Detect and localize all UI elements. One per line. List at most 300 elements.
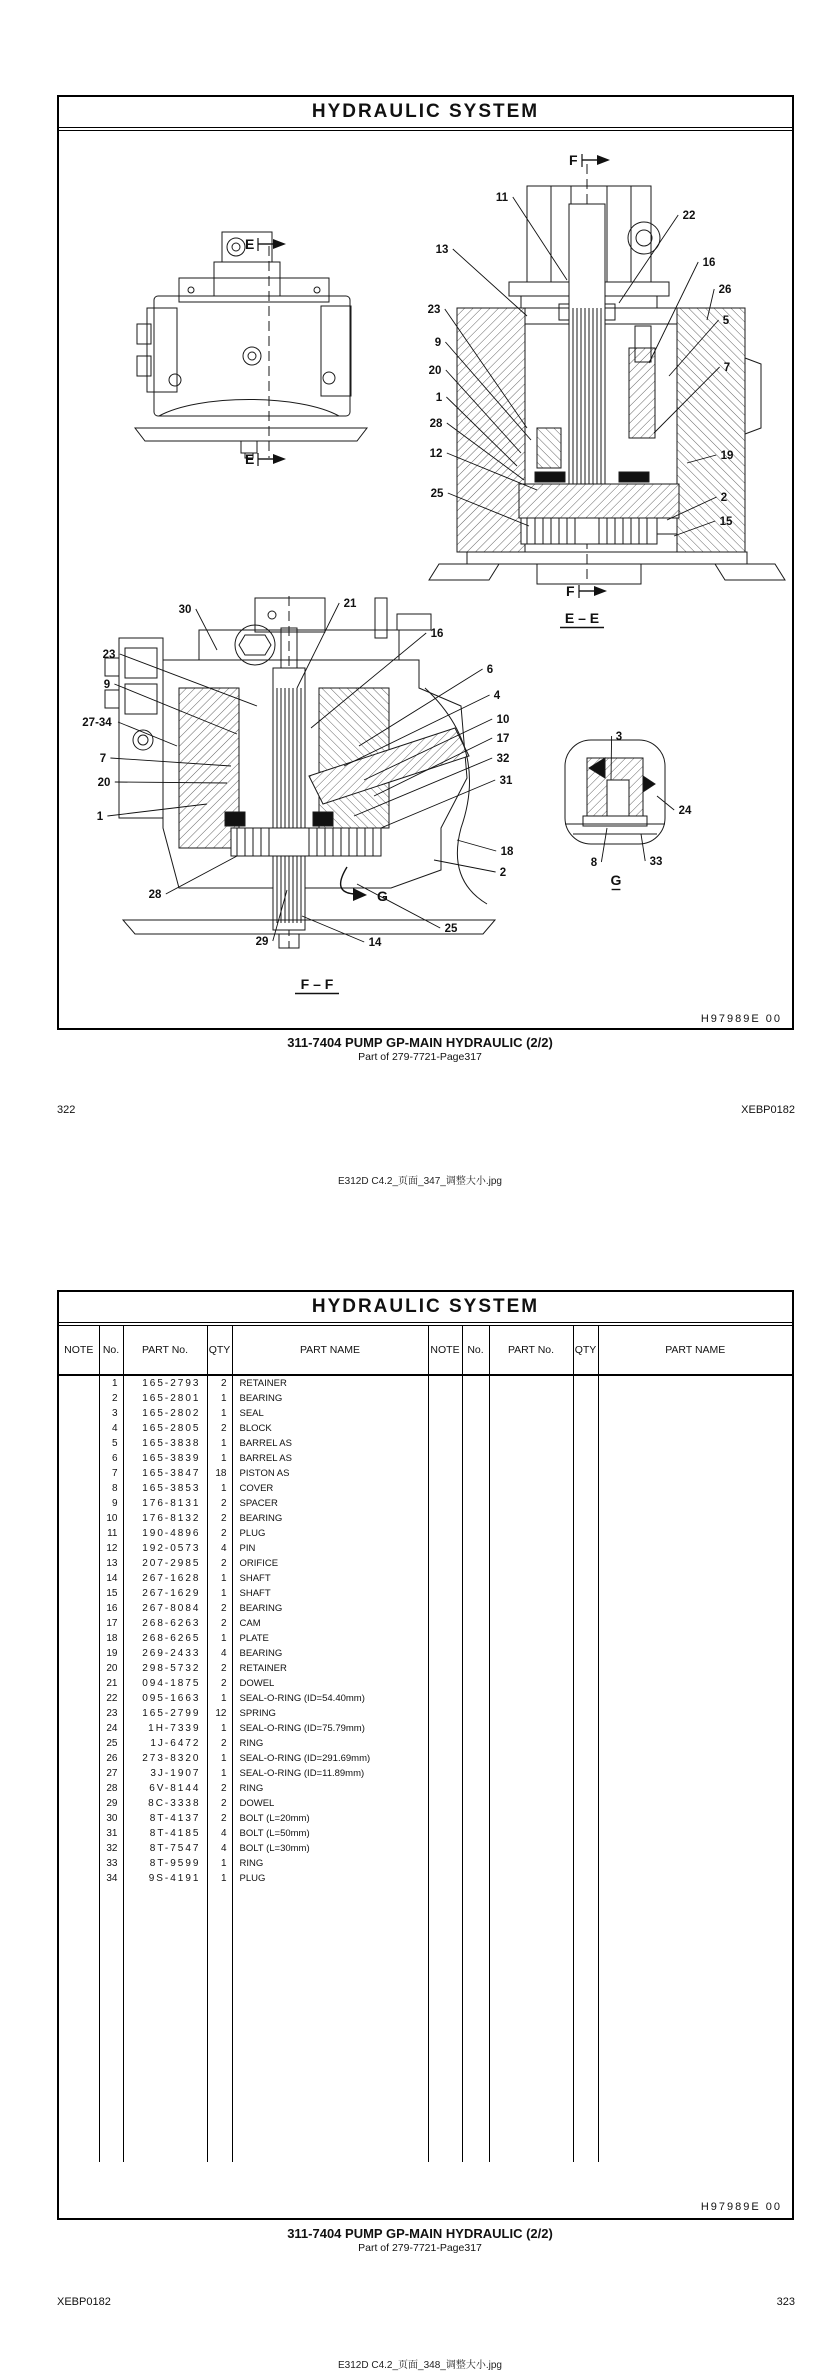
page-number: 322 bbox=[57, 1104, 76, 1116]
callout-leader bbox=[434, 860, 496, 872]
cell-note-2 bbox=[428, 1375, 462, 1391]
cell-note bbox=[59, 1586, 99, 1601]
side-view bbox=[135, 232, 367, 458]
cell-part-name-2 bbox=[598, 1841, 792, 1856]
cell-part-name-2 bbox=[598, 1616, 792, 1631]
cell-note bbox=[59, 1856, 99, 1871]
cell-part-name: BARREL AS bbox=[232, 1451, 428, 1466]
cell-note bbox=[59, 1451, 99, 1466]
cell-part-name: PLATE bbox=[232, 1631, 428, 1646]
cell-part-name-2 bbox=[598, 1436, 792, 1451]
cell-part-name: COVER bbox=[232, 1481, 428, 1496]
cell-note bbox=[59, 1841, 99, 1856]
cell-part-name-2 bbox=[598, 1526, 792, 1541]
col-note-2: NOTE bbox=[428, 1326, 462, 1375]
cell-part-name: BEARING bbox=[232, 1646, 428, 1661]
callout-11: 11 bbox=[495, 192, 509, 204]
callout-14: 14 bbox=[368, 937, 382, 949]
cell-part-name: BEARING bbox=[232, 1391, 428, 1406]
cell-part-name: SPACER bbox=[232, 1496, 428, 1511]
cell-part-name-2 bbox=[598, 1541, 792, 1556]
cell-part-name-2 bbox=[598, 1466, 792, 1481]
cell-part-no: 267-1628 bbox=[123, 1571, 207, 1586]
callout-2: 2 bbox=[720, 492, 728, 504]
cell-part-no-2 bbox=[489, 1451, 573, 1466]
cell-part-no-2 bbox=[489, 1721, 573, 1736]
cell-no-2 bbox=[462, 1375, 489, 1391]
cell-no: 30 bbox=[99, 1811, 123, 1826]
cell-part-name: BEARING bbox=[232, 1601, 428, 1616]
side-arrow-e-top-arrowhead bbox=[273, 239, 286, 249]
cell-note-2 bbox=[428, 1706, 462, 1721]
cell-qty-2 bbox=[573, 1706, 598, 1721]
cell-part-name-2 bbox=[598, 1391, 792, 1406]
cell-part-name-2 bbox=[598, 1676, 792, 1691]
cell-qty: 4 bbox=[207, 1541, 232, 1556]
cell-note bbox=[59, 1406, 99, 1421]
cell-note-2 bbox=[428, 1601, 462, 1616]
callout-15: 15 bbox=[719, 516, 733, 528]
cell-no-2 bbox=[462, 1691, 489, 1706]
table-row bbox=[59, 1751, 792, 1766]
table-row bbox=[59, 1766, 792, 1781]
cell-note-2 bbox=[428, 1391, 462, 1406]
callout-leader bbox=[381, 780, 495, 828]
cell-note bbox=[59, 1541, 99, 1556]
cell-part-no-2 bbox=[489, 1601, 573, 1616]
cell-note bbox=[59, 1676, 99, 1691]
callout-25: 25 bbox=[444, 923, 458, 935]
cell-part-name: SEAL-O-RING (ID=75.79mm) bbox=[232, 1721, 428, 1736]
table-row bbox=[59, 1421, 792, 1436]
sheet-title-bar bbox=[59, 97, 792, 131]
cell-no: 19 bbox=[99, 1646, 123, 1661]
cell-part-name: PLUG bbox=[232, 1871, 428, 1886]
callout-leader bbox=[601, 828, 607, 862]
cell-no: 20 bbox=[99, 1661, 123, 1676]
cell-qty: 2 bbox=[207, 1421, 232, 1436]
page-title: HYDRAULIC SYSTEM bbox=[311, 1296, 540, 1317]
caption-subtitle: Part of 279-7721-Page317 bbox=[358, 1051, 482, 1063]
cell-no-2 bbox=[462, 1436, 489, 1451]
cell-part-name: PLUG bbox=[232, 1526, 428, 1541]
table-row bbox=[59, 1781, 792, 1796]
col-part-name: PART NAME bbox=[232, 1326, 428, 1375]
cell-note bbox=[59, 1571, 99, 1586]
cell-note bbox=[59, 1616, 99, 1631]
cell-note bbox=[59, 1631, 99, 1646]
cell-part-name: SHAFT bbox=[232, 1586, 428, 1601]
cell-part-name-2 bbox=[598, 1766, 792, 1781]
cell-qty-2 bbox=[573, 1496, 598, 1511]
cell-no: 14 bbox=[99, 1571, 123, 1586]
cell-part-name-2 bbox=[598, 1781, 792, 1796]
table-header-row bbox=[59, 1326, 792, 1375]
cell-note-2 bbox=[428, 1541, 462, 1556]
cell-note bbox=[59, 1526, 99, 1541]
cell-qty: 2 bbox=[207, 1496, 232, 1511]
cell-part-name-2 bbox=[598, 1721, 792, 1736]
cell-no: 10 bbox=[99, 1511, 123, 1526]
cell-part-no: 8T-4185 bbox=[123, 1826, 207, 1841]
cell-note bbox=[59, 1691, 99, 1706]
col-qty: QTY bbox=[207, 1326, 232, 1375]
cell-part-no: 165-2793 bbox=[123, 1375, 207, 1391]
cell-part-name: BLOCK bbox=[232, 1421, 428, 1436]
callout-17: 17 bbox=[496, 733, 510, 745]
cell-no-2 bbox=[462, 1721, 489, 1736]
cell-note-2 bbox=[428, 1451, 462, 1466]
cell-no: 27 bbox=[99, 1766, 123, 1781]
cell-part-no: 9S-4191 bbox=[123, 1871, 207, 1886]
cell-part-name-2 bbox=[598, 1406, 792, 1421]
cell-qty: 4 bbox=[207, 1841, 232, 1856]
table-row bbox=[59, 1676, 792, 1691]
cell-part-no-2 bbox=[489, 1676, 573, 1691]
cell-no: 13 bbox=[99, 1556, 123, 1571]
cell-no: 5 bbox=[99, 1436, 123, 1451]
cell-part-name: RING bbox=[232, 1856, 428, 1871]
cell-qty-2 bbox=[573, 1841, 598, 1856]
cell-note-2 bbox=[428, 1721, 462, 1736]
col-part-no: PART No. bbox=[123, 1326, 207, 1375]
doc-ref: XEBP0182 bbox=[741, 1104, 795, 1116]
cell-no-2 bbox=[462, 1586, 489, 1601]
cell-no: 33 bbox=[99, 1856, 123, 1871]
scan-filename: E312D C4.2_页面_348_调整大小.jpg bbox=[338, 2360, 502, 2371]
callout-2: 2 bbox=[499, 867, 507, 879]
cell-part-name: SEAL-O-RING (ID=291.69mm) bbox=[232, 1751, 428, 1766]
cell-part-name: BOLT (L=20mm) bbox=[232, 1811, 428, 1826]
cell-part-name: RETAINER bbox=[232, 1375, 428, 1391]
doc-ref: XEBP0182 bbox=[57, 2296, 111, 2308]
cell-part-name-2 bbox=[598, 1481, 792, 1496]
cell-part-name-2 bbox=[598, 1856, 792, 1871]
cell-qty-2 bbox=[573, 1541, 598, 1556]
cell-part-name-2 bbox=[598, 1796, 792, 1811]
table-row bbox=[59, 1631, 792, 1646]
cell-qty-2 bbox=[573, 1661, 598, 1676]
cell-part-no: 165-3853 bbox=[123, 1481, 207, 1496]
cell-part-name: BOLT (L=50mm) bbox=[232, 1826, 428, 1841]
cell-part-name-2 bbox=[598, 1631, 792, 1646]
cell-note-2 bbox=[428, 1646, 462, 1661]
callout-9: 9 bbox=[434, 337, 442, 349]
cell-no-2 bbox=[462, 1511, 489, 1526]
callout-leader bbox=[457, 840, 496, 851]
cell-qty: 1 bbox=[207, 1481, 232, 1496]
cell-part-name-2 bbox=[598, 1375, 792, 1391]
cell-part-no: 207-2985 bbox=[123, 1556, 207, 1571]
cell-note-2 bbox=[428, 1751, 462, 1766]
callout-4: 4 bbox=[493, 690, 501, 702]
cell-part-no: 268-6265 bbox=[123, 1631, 207, 1646]
cell-qty-2 bbox=[573, 1721, 598, 1736]
callout-7: 7 bbox=[723, 362, 731, 374]
cell-note-2 bbox=[428, 1616, 462, 1631]
callout-19: 19 bbox=[720, 450, 734, 462]
cell-part-name-2 bbox=[598, 1826, 792, 1841]
cell-part-no-2 bbox=[489, 1826, 573, 1841]
cell-part-no: 176-8132 bbox=[123, 1511, 207, 1526]
cell-no: 32 bbox=[99, 1841, 123, 1856]
cell-no: 17 bbox=[99, 1616, 123, 1631]
cell-no: 25 bbox=[99, 1736, 123, 1751]
cell-note bbox=[59, 1706, 99, 1721]
section-arrow-f-bottom: F bbox=[566, 583, 575, 599]
cell-no: 2 bbox=[99, 1391, 123, 1406]
cell-part-name: BEARING bbox=[232, 1511, 428, 1526]
cell-no-2 bbox=[462, 1406, 489, 1421]
table-row bbox=[59, 1526, 792, 1541]
cell-part-name: CAM bbox=[232, 1616, 428, 1631]
callout-7: 7 bbox=[99, 753, 107, 765]
cell-part-no: 192-0573 bbox=[123, 1541, 207, 1556]
cell-qty: 2 bbox=[207, 1736, 232, 1751]
callout-30: 30 bbox=[178, 604, 192, 616]
cell-part-no: 268-6263 bbox=[123, 1616, 207, 1631]
cell-no-2 bbox=[462, 1526, 489, 1541]
cell-note-2 bbox=[428, 1781, 462, 1796]
cell-qty-2 bbox=[573, 1856, 598, 1871]
cell-qty: 1 bbox=[207, 1391, 232, 1406]
table-row bbox=[59, 1661, 792, 1676]
cell-qty-2 bbox=[573, 1751, 598, 1766]
cell-part-name-2 bbox=[598, 1691, 792, 1706]
cell-no-2 bbox=[462, 1556, 489, 1571]
cell-no-2 bbox=[462, 1811, 489, 1826]
cell-qty-2 bbox=[573, 1375, 598, 1391]
callout-33: 33 bbox=[649, 856, 663, 868]
cell-no-2 bbox=[462, 1766, 489, 1781]
cell-qty-2 bbox=[573, 1526, 598, 1541]
cell-note bbox=[59, 1466, 99, 1481]
cell-part-name-2 bbox=[598, 1706, 792, 1721]
callout-29: 29 bbox=[255, 936, 269, 948]
cell-note bbox=[59, 1781, 99, 1796]
cell-note-2 bbox=[428, 1841, 462, 1856]
cell-part-no-2 bbox=[489, 1811, 573, 1826]
cell-part-no: 269-2433 bbox=[123, 1646, 207, 1661]
callout-20: 20 bbox=[428, 365, 442, 377]
cell-note-2 bbox=[428, 1586, 462, 1601]
cell-part-no-2 bbox=[489, 1586, 573, 1601]
cell-no: 23 bbox=[99, 1706, 123, 1721]
cell-qty-2 bbox=[573, 1691, 598, 1706]
cell-qty: 2 bbox=[207, 1796, 232, 1811]
cell-qty: 2 bbox=[207, 1375, 232, 1391]
cell-part-no-2 bbox=[489, 1616, 573, 1631]
cell-no: 26 bbox=[99, 1751, 123, 1766]
cell-qty: 4 bbox=[207, 1646, 232, 1661]
cell-part-name: SEAL-O-RING (ID=54.40mm) bbox=[232, 1691, 428, 1706]
table-filler-row bbox=[59, 1886, 792, 2162]
cell-part-no: 273-8320 bbox=[123, 1751, 207, 1766]
cell-no-2 bbox=[462, 1421, 489, 1436]
cell-no-2 bbox=[462, 1616, 489, 1631]
parts-table bbox=[59, 1326, 792, 2162]
cell-note-2 bbox=[428, 1796, 462, 1811]
cell-qty: 1 bbox=[207, 1586, 232, 1601]
callout-leader bbox=[297, 603, 339, 688]
cell-qty: 1 bbox=[207, 1766, 232, 1781]
cell-part-no: 094-1875 bbox=[123, 1676, 207, 1691]
cell-qty: 1 bbox=[207, 1631, 232, 1646]
cell-qty: 2 bbox=[207, 1661, 232, 1676]
cell-part-no-2 bbox=[489, 1481, 573, 1496]
cell-no: 11 bbox=[99, 1526, 123, 1541]
callout-leader bbox=[611, 736, 612, 780]
cell-no: 15 bbox=[99, 1586, 123, 1601]
cell-no: 21 bbox=[99, 1676, 123, 1691]
callout-32: 32 bbox=[496, 753, 510, 765]
col-note: NOTE bbox=[59, 1326, 99, 1375]
table-row bbox=[59, 1556, 792, 1571]
cell-part-no: 267-1629 bbox=[123, 1586, 207, 1601]
cell-part-no-2 bbox=[489, 1406, 573, 1421]
table-row bbox=[59, 1496, 792, 1511]
cell-note-2 bbox=[428, 1676, 462, 1691]
cell-part-name-2 bbox=[598, 1601, 792, 1616]
cell-note-2 bbox=[428, 1511, 462, 1526]
cell-part-name: DOWEL bbox=[232, 1796, 428, 1811]
cell-qty: 1 bbox=[207, 1751, 232, 1766]
cell-qty: 2 bbox=[207, 1511, 232, 1526]
cell-part-no-2 bbox=[489, 1856, 573, 1871]
cell-qty: 2 bbox=[207, 1676, 232, 1691]
side-arrow-e-top: E bbox=[245, 236, 255, 252]
cell-no: 9 bbox=[99, 1496, 123, 1511]
cell-part-no-2 bbox=[489, 1706, 573, 1721]
cell-part-no-2 bbox=[489, 1766, 573, 1781]
cell-part-no-2 bbox=[489, 1571, 573, 1586]
cell-no-2 bbox=[462, 1451, 489, 1466]
col-qty-2: QTY bbox=[573, 1326, 598, 1375]
cell-no-2 bbox=[462, 1601, 489, 1616]
cell-qty-2 bbox=[573, 1511, 598, 1526]
cell-part-no-2 bbox=[489, 1796, 573, 1811]
table-row bbox=[59, 1391, 792, 1406]
table-row bbox=[59, 1481, 792, 1496]
cell-no-2 bbox=[462, 1466, 489, 1481]
cell-qty: 1 bbox=[207, 1856, 232, 1871]
cell-part-no: 165-3838 bbox=[123, 1436, 207, 1451]
table-row bbox=[59, 1541, 792, 1556]
cell-note bbox=[59, 1421, 99, 1436]
cell-qty-2 bbox=[573, 1766, 598, 1781]
cell-qty: 1 bbox=[207, 1406, 232, 1421]
cell-part-no-2 bbox=[489, 1436, 573, 1451]
side-arrow-e-bottom: E bbox=[245, 451, 255, 467]
cell-part-no: 165-2802 bbox=[123, 1406, 207, 1421]
cell-note bbox=[59, 1391, 99, 1406]
cell-no-2 bbox=[462, 1781, 489, 1796]
cell-qty-2 bbox=[573, 1631, 598, 1646]
drawing-sheet bbox=[57, 95, 794, 1030]
cell-note-2 bbox=[428, 1766, 462, 1781]
cell-note bbox=[59, 1796, 99, 1811]
cell-part-name: SEAL-O-RING (ID=11.89mm) bbox=[232, 1766, 428, 1781]
cell-note-2 bbox=[428, 1661, 462, 1676]
cell-part-no: 176-8131 bbox=[123, 1496, 207, 1511]
cell-note bbox=[59, 1511, 99, 1526]
cell-no-2 bbox=[462, 1841, 489, 1856]
callout-9: 9 bbox=[103, 679, 111, 691]
cell-qty: 1 bbox=[207, 1451, 232, 1466]
detail-arrow-g: G bbox=[377, 888, 388, 904]
cell-part-no: 6V-8144 bbox=[123, 1781, 207, 1796]
cell-note-2 bbox=[428, 1496, 462, 1511]
cell-note-2 bbox=[428, 1871, 462, 1886]
table-row bbox=[59, 1406, 792, 1421]
table-row bbox=[59, 1841, 792, 1856]
cell-part-no-2 bbox=[489, 1466, 573, 1481]
cell-no-2 bbox=[462, 1481, 489, 1496]
table-row bbox=[59, 1436, 792, 1451]
table-row bbox=[59, 1721, 792, 1736]
table-row bbox=[59, 1796, 792, 1811]
cell-qty-2 bbox=[573, 1616, 598, 1631]
callout-12: 12 bbox=[429, 448, 443, 460]
cell-note-2 bbox=[428, 1481, 462, 1496]
cell-part-no: 8T-7547 bbox=[123, 1841, 207, 1856]
cell-note-2 bbox=[428, 1826, 462, 1841]
callout-31: 31 bbox=[499, 775, 513, 787]
cell-qty: 1 bbox=[207, 1436, 232, 1451]
sheet-title-bar bbox=[59, 1292, 792, 1326]
cell-qty-2 bbox=[573, 1736, 598, 1751]
sheet-footer bbox=[59, 2162, 792, 2218]
cell-part-no-2 bbox=[489, 1841, 573, 1856]
cell-qty-2 bbox=[573, 1586, 598, 1601]
callout-13: 13 bbox=[435, 244, 449, 256]
callout-leader bbox=[357, 884, 440, 928]
cell-qty: 2 bbox=[207, 1556, 232, 1571]
cell-part-no-2 bbox=[489, 1661, 573, 1676]
scan-filename: E312D C4.2_页面_347_调整大小.jpg bbox=[338, 1176, 502, 1187]
cell-qty: 1 bbox=[207, 1691, 232, 1706]
cell-qty: 2 bbox=[207, 1526, 232, 1541]
cell-no: 3 bbox=[99, 1406, 123, 1421]
cell-part-name: SPRING bbox=[232, 1706, 428, 1721]
cell-note bbox=[59, 1751, 99, 1766]
cell-no-2 bbox=[462, 1661, 489, 1676]
cell-qty: 2 bbox=[207, 1601, 232, 1616]
cell-qty: 12 bbox=[207, 1706, 232, 1721]
cell-no-2 bbox=[462, 1646, 489, 1661]
cell-part-name: PISTON AS bbox=[232, 1466, 428, 1481]
table-row bbox=[59, 1616, 792, 1631]
cell-qty: 2 bbox=[207, 1781, 232, 1796]
cell-part-name-2 bbox=[598, 1646, 792, 1661]
cell-part-no: 8C-3338 bbox=[123, 1796, 207, 1811]
cell-part-no-2 bbox=[489, 1511, 573, 1526]
cell-note bbox=[59, 1436, 99, 1451]
cell-qty: 2 bbox=[207, 1811, 232, 1826]
cell-no-2 bbox=[462, 1496, 489, 1511]
cell-no: 22 bbox=[99, 1691, 123, 1706]
cell-qty: 1 bbox=[207, 1571, 232, 1586]
cell-part-no-2 bbox=[489, 1375, 573, 1391]
cell-part-no-2 bbox=[489, 1541, 573, 1556]
callout-3: 3 bbox=[615, 731, 623, 743]
table-row bbox=[59, 1586, 792, 1601]
cell-note bbox=[59, 1556, 99, 1571]
cell-qty-2 bbox=[573, 1826, 598, 1841]
cell-no: 12 bbox=[99, 1541, 123, 1556]
cell-qty-2 bbox=[573, 1811, 598, 1826]
cell-note bbox=[59, 1826, 99, 1841]
